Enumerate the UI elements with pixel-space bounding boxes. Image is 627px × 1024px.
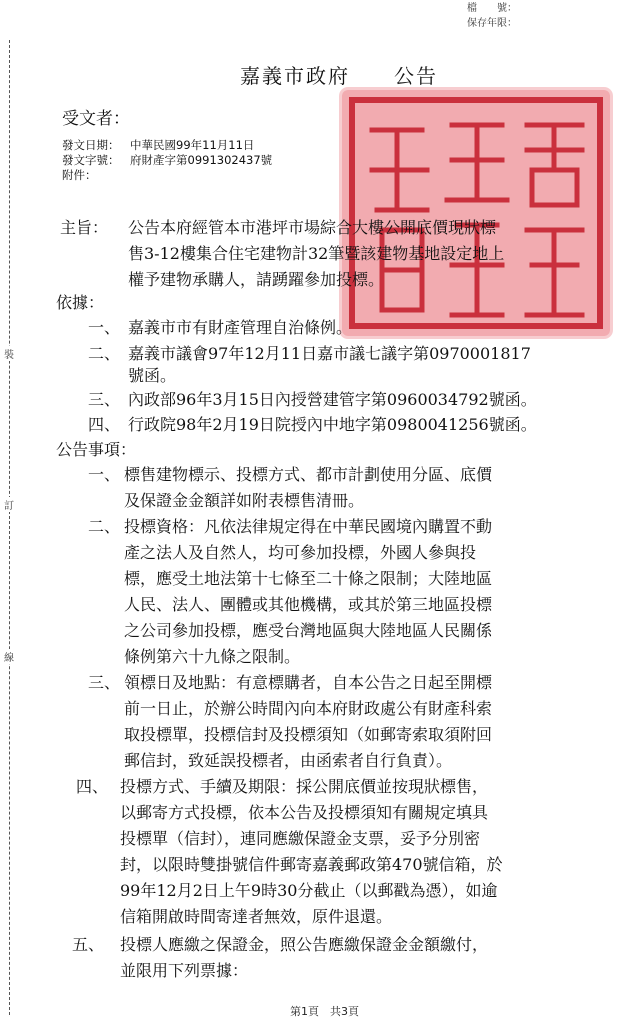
notice-item-3-text-3: 取投標單，投標信封及投標須知（如郵寄索取須附回 bbox=[124, 725, 493, 744]
page-title: 嘉義市政府 公告 bbox=[240, 64, 438, 88]
basis-item-2-text-1: 嘉義市議會97年12月11日嘉市議七議字第0970001817 bbox=[128, 344, 531, 363]
notice-item-3-text-2: 前一日止，於辦公時間內向本府財政處公有財產科索 bbox=[124, 699, 493, 718]
basis-heading: 依據： bbox=[56, 293, 105, 312]
archive-number-label: 檔 號： bbox=[467, 3, 517, 14]
basis-item-2-number: 二、 bbox=[88, 344, 121, 363]
notice-item-4-text-4: 封，以限時雙掛號信件郵寄嘉義郵政第470號信箱，於 bbox=[120, 855, 503, 874]
issue-date-row bbox=[62, 138, 272, 153]
notice-item-2-text-1: 投標資格：凡依法律規定得在中華民國境內購置不動 bbox=[124, 517, 493, 536]
notice-item-5-text-2: 並限用下列票據： bbox=[120, 961, 249, 980]
notice-item-3-number: 三、 bbox=[88, 673, 121, 692]
subject-label: 主旨： bbox=[60, 218, 109, 237]
issue-date-value: 中華民國99年11月11日 bbox=[130, 138, 255, 152]
basis-item-3-text: 內政部96年3月15日內授營建管字第0960034792號函。 bbox=[128, 390, 537, 409]
document-number-label: 發文字號： bbox=[62, 153, 120, 167]
notice-item-2-text-3: 標，應受土地法第十七條至二十條之限制；大陸地區 bbox=[124, 569, 493, 588]
document-meta bbox=[62, 138, 272, 183]
subject-line-1: 公告本府經管本市港坪市場綜合大樓公開底價現狀標 bbox=[128, 218, 497, 237]
notice-item-3-text-4: 郵信封，致延誤投標者，由函索者自行負責）。 bbox=[124, 751, 453, 770]
notice-item-4-text-6: 信箱開啟時間寄達者無效，原件退還。 bbox=[120, 907, 393, 926]
basis-item-4-text: 行政院98年2月19日院授內中地字第0980041256號函。 bbox=[128, 415, 537, 434]
basis-item-1-text: 嘉義市市有財產管理自治條例。 bbox=[128, 318, 353, 337]
attachment-row bbox=[62, 168, 272, 183]
binding-char-zhuang: 裝 bbox=[1, 346, 17, 361]
page-number: 第1頁 bbox=[290, 1005, 319, 1018]
binding-char-ding: 訂 bbox=[1, 497, 17, 512]
notice-item-4-text-5: 99年12月2日上午9時30分截止（以郵戳為憑），如逾 bbox=[120, 881, 498, 900]
basis-item-2-text-2: 號函。 bbox=[128, 366, 177, 385]
binding-line bbox=[9, 40, 10, 1015]
notice-item-5-number: 五、 bbox=[72, 935, 105, 954]
notice-item-2-text-4: 人民、法人、團體或其他機構，或其於第三地區投標 bbox=[124, 595, 493, 614]
basis-item-4-number: 四、 bbox=[88, 415, 121, 434]
issue-date-label: 發文日期： bbox=[62, 138, 120, 152]
subject-line-3: 權予建物承購人，請踴躍參加投標。 bbox=[128, 270, 385, 289]
notice-item-2-text-6: 條例第六十九條之限制。 bbox=[124, 647, 301, 666]
notice-item-2-number: 二、 bbox=[88, 517, 121, 536]
notice-item-4-text-2: 以郵寄方式投標，依本公告及投標須知有關規定填具 bbox=[120, 803, 489, 822]
official-seal bbox=[342, 90, 610, 336]
page-total: 共3頁 bbox=[330, 1005, 359, 1018]
seal-glyph-strokes bbox=[342, 90, 610, 336]
document-number-row bbox=[62, 153, 272, 168]
binding-char-xian: 線 bbox=[1, 649, 17, 664]
notice-item-3-text-1: 領標日及地點：有意標購者，自本公告之日起至開標 bbox=[124, 673, 493, 692]
document-number-value: 府財產字第0991302437號 bbox=[130, 153, 273, 167]
notice-item-1-text-2: 及保證金金額詳如附表標售清冊。 bbox=[124, 491, 365, 510]
receiver-label: 受文者： bbox=[62, 109, 130, 129]
notice-heading: 公告事項： bbox=[56, 440, 137, 459]
subject-line-2: 售3-12樓集合住宅建物計32筆暨該建物基地設定地上 bbox=[128, 244, 505, 263]
basis-item-1-number: 一、 bbox=[88, 318, 121, 337]
notice-item-1-number: 一、 bbox=[88, 465, 121, 484]
attachment-label: 附件： bbox=[62, 168, 97, 182]
notice-item-2-text-2: 產之法人及自然人，均可參加投標，外國人參與投 bbox=[124, 543, 477, 562]
notice-item-4-text-3: 投標單（信封），連同應繳保證金支票，妥予分別密 bbox=[120, 829, 481, 848]
notice-item-4-text-1: 投標方式、手續及期限：採公開底價並按現狀標售， bbox=[120, 777, 489, 796]
notice-item-4-number: 四、 bbox=[76, 777, 109, 796]
notice-item-2-text-5: 之公司參加投標，應受台灣地區與大陸地區人民關係 bbox=[124, 621, 493, 640]
page-footer bbox=[290, 1003, 359, 1019]
retention-period-label: 保存年限： bbox=[467, 18, 517, 29]
basis-item-3-number: 三、 bbox=[88, 390, 121, 409]
notice-item-1-text-1: 標售建物標示、投標方式、都市計劃使用分區、底價 bbox=[124, 465, 493, 484]
notice-item-5-text-1: 投標人應繳之保證金，照公告應繳保證金金額繳付， bbox=[120, 935, 489, 954]
